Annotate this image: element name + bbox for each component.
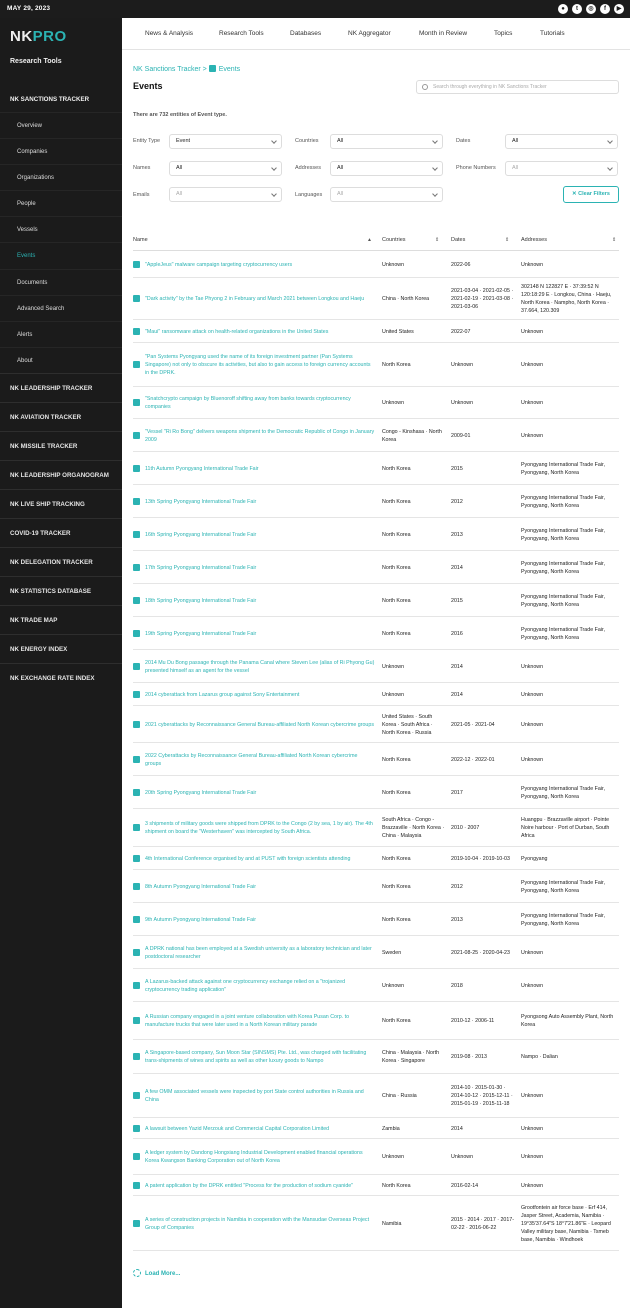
menu-item-news-analysis[interactable]: News & Analysis: [145, 30, 194, 37]
sidebar-item-companies[interactable]: Companies: [0, 138, 122, 164]
event-addresses: Pyongyang International Trade Fair, Pyongyang, North Korea: [521, 527, 605, 542]
event-countries: Sweden: [382, 949, 402, 956]
event-dates: Unknown: [451, 1154, 474, 1160]
table-row[interactable]: [133, 251, 619, 278]
names-value: All: [176, 165, 183, 171]
event-countries: North Korea: [382, 597, 411, 604]
event-name-link[interactable]: 17th Spring Pyongyang International Trade Fair: [145, 564, 257, 571]
page-title: Events: [133, 81, 163, 91]
current-date: MAY 29, 2023: [7, 5, 51, 12]
calendar-icon: [133, 855, 140, 862]
event-countries: North Korea: [382, 1182, 411, 1189]
sidebar-tracker-nk-aviation-tracker[interactable]: NK AVIATION TRACKER: [0, 402, 122, 431]
menu-item-research-tools[interactable]: Research Tools: [219, 30, 264, 37]
table-body: [133, 251, 619, 1251]
event-addresses: Pyongsong Auto Assembly Plant, North Korea: [521, 1014, 614, 1028]
sidebar-item-vessels[interactable]: Vessels: [0, 216, 122, 242]
calendar-icon: [133, 1125, 140, 1132]
addresses-value: All: [337, 165, 344, 171]
event-dates: 2016-02-14: [451, 1182, 479, 1189]
table-row[interactable]: [133, 485, 619, 518]
search-input[interactable]: [416, 80, 619, 94]
table-row[interactable]: [133, 584, 619, 617]
table-row[interactable]: [133, 683, 619, 706]
event-name-link[interactable]: 20th Spring Pyongyang International Trade Fair: [145, 789, 257, 796]
names-select[interactable]: [169, 161, 282, 176]
countries-value: All: [337, 138, 344, 144]
table-row[interactable]: [133, 419, 619, 452]
top-menu: [122, 18, 630, 50]
calendar-icon: [133, 1153, 140, 1160]
event-addresses: Unknown: [521, 691, 544, 698]
table-row[interactable]: [133, 969, 619, 1002]
calendar-icon: [133, 721, 140, 728]
event-countries: North Korea: [382, 564, 411, 571]
calendar-icon: [133, 949, 140, 956]
event-name-link[interactable]: A Russian company engaged in a joint venture collaboration with Korea Pusan Corp. to manufacture trucks that were later used in a North Korean military parade: [145, 1014, 350, 1028]
event-countries: North Korea: [382, 756, 411, 763]
event-name-link[interactable]: 2022 Cyberattacks by Reconnaissance General Bureau-affiliated North Korean cybercrime groups: [145, 752, 358, 767]
event-addresses: Unknown: [521, 721, 544, 728]
event-addresses: Unknown: [521, 949, 544, 956]
event-dates: 2015 · 2014 · 2017 · 2017-02-22 · 2016-06-22: [451, 1216, 515, 1231]
table-row[interactable]: [133, 1139, 619, 1175]
sidebar-tracker-nk-exchange-rate-index[interactable]: NK EXCHANGE RATE INDEX: [0, 663, 122, 692]
calendar-icon: [133, 465, 140, 472]
event-name-link[interactable]: "Maui" ransomware attack on health-related organizations in the United States: [145, 328, 329, 335]
event-dates: 2014: [451, 1125, 463, 1132]
event-countries: China · Malaysia · North Korea · Singapore: [382, 1050, 440, 1064]
menu-item-topics[interactable]: Topics: [494, 30, 513, 37]
event-countries: North Korea: [382, 362, 411, 368]
event-addresses: Pyongyang International Trade Fair, Pyongyang, North Korea: [521, 494, 605, 509]
chevron-down-icon: [607, 165, 613, 171]
addresses-label: Addresses: [295, 165, 321, 171]
event-name-link[interactable]: 18th Spring Pyongyang International Trade Fair: [145, 597, 257, 604]
countries-select[interactable]: [330, 134, 443, 149]
load-more-button[interactable]: [133, 1269, 180, 1277]
event-dates: 2009-01: [451, 432, 471, 439]
event-addresses: Pyongyang International Trade Fair, Pyongyang, North Korea: [521, 461, 605, 476]
event-countries: Unknown: [382, 982, 405, 989]
sort-icon[interactable]: ⇕: [435, 237, 440, 243]
sidebar-section-title: Research Tools: [10, 58, 62, 65]
event-name-link[interactable]: "Pan Systems Pyongyang used the name of its foreign investment partner (Pan Systems Singapore) not only to obscure its activities, but also to gain access to foreign currency accounts in the DPRK.: [145, 354, 371, 376]
table-row[interactable]: [133, 1040, 619, 1074]
event-addresses: Unknown: [521, 1154, 544, 1160]
logo-pro: PRO: [32, 28, 67, 45]
chevron-down-icon: [607, 138, 613, 144]
event-dates: Unknown: [451, 400, 474, 406]
sidebar-item-events[interactable]: Events: [0, 242, 122, 268]
event-countries: North Korea: [382, 498, 411, 505]
sidebar-current-tracker[interactable]: NK SANCTIONS TRACKER: [10, 96, 90, 103]
phone-numbers-select[interactable]: [505, 161, 618, 176]
calendar-icon: [133, 295, 140, 302]
header-addresses[interactable]: Addresses: [521, 237, 547, 243]
languages-value: All: [337, 191, 344, 197]
calendar-icon: [133, 691, 140, 698]
event-name-link[interactable]: A DPRK national has been employed at a Swedish university as a laboratory technician and later postdoctoral researcher: [145, 945, 372, 960]
table-row[interactable]: [133, 452, 619, 485]
event-name-link[interactable]: 13th Spring Pyongyang International Trade Fair: [145, 498, 257, 505]
event-dates: 2018: [451, 982, 463, 989]
event-dates: Unknown: [451, 362, 474, 368]
breadcrumb-parent[interactable]: NK Sanctions Tracker >: [133, 66, 207, 73]
sidebar-tracker-nk-live-ship-tracking[interactable]: NK LIVE SHIP TRACKING: [0, 489, 122, 518]
event-dates: 2016: [451, 630, 463, 637]
event-countries: Zambia: [382, 1125, 400, 1132]
event-addresses: Unknown: [521, 432, 544, 439]
event-countries: Unknown: [382, 1154, 405, 1160]
event-dates: 2014: [451, 564, 463, 571]
event-countries: South Africa · Congo - Brazzaville · North Korea · China · Malaysia: [382, 817, 445, 839]
event-name-link[interactable]: 3 shipments of military goods were shipped from DPRK to the Congo (2 by sea, 1 by air). The 4th shipment on board the "Westerhaven" was intercepted by South Africa.: [145, 821, 373, 835]
event-countries: North Korea: [382, 855, 411, 862]
menu-item-tutorials[interactable]: Tutorials: [540, 30, 565, 37]
entity-count: There are 732 entities of Event type.: [133, 112, 227, 118]
event-name-link[interactable]: 2014 Mu Du Bong passage through the Panama Canal where Steven Lee (alias of Ri Phyong Gu) presented himself as an agent for the vessel: [145, 659, 375, 674]
sidebar-tracker-nk-leadership-organogram[interactable]: NK LEADERSHIP ORGANOGRAM: [0, 460, 122, 489]
event-addresses: Grootfontein air force base · Erf 414, Jasper Street, Academia, Namibia · 19°35'37.64"S 18°7'21.86"E · Leopard Valley military base, Namibia · Tsmeb base, Namibia · Windhoek: [521, 1204, 611, 1243]
event-addresses: Pyongyang International Trade Fair, Pyongyang, North Korea: [521, 912, 605, 927]
phone-numbers-label: Phone Numbers: [456, 165, 496, 171]
event-name-link[interactable]: 19th Spring Pyongyang International Trade Fair: [145, 630, 257, 637]
event-addresses: Unknown: [521, 261, 544, 268]
event-dates: 2015: [451, 597, 463, 604]
calendar-icon: [133, 328, 140, 335]
table-row[interactable]: [133, 1175, 619, 1196]
calendar-icon: [133, 1017, 140, 1024]
logo-nk: NK: [10, 28, 33, 45]
calendar-icon: [133, 361, 140, 368]
phone-numbers-value: All: [512, 165, 519, 171]
event-countries: United States: [382, 328, 414, 335]
event-dates: 2014: [451, 691, 463, 698]
instagram-icon[interactable]: ◎: [586, 4, 596, 14]
sidebar-tracker-nk-statistics-database[interactable]: NK STATISTICS DATABASE: [0, 576, 122, 605]
event-name-link[interactable]: A Singapore-based company, Sun Moon Star (SINSMS) Pte. Ltd., was charged with facilitating trans-shipments of wines and spirits as well as other luxury goods to Nampo: [145, 1050, 367, 1064]
event-name-link[interactable]: "Vessel "Ri Ro Bong" delivers weapons shipment to the Democratic Republic of Congo in January 2009: [145, 428, 375, 443]
social-links: [558, 4, 624, 14]
sidebar-tracker-nk-missile-tracker[interactable]: NK MISSILE TRACKER: [0, 431, 122, 460]
event-countries: Unknown: [382, 400, 405, 406]
table-row[interactable]: [133, 617, 619, 650]
event-name-link[interactable]: A series of construction projects in Namibia in cooperation with the Mansudae Overseas Project Group of Companies: [145, 1216, 370, 1231]
entity-type-value: Event: [176, 138, 191, 144]
calendar-icon: [133, 756, 140, 763]
event-dates: 2013: [451, 531, 463, 538]
event-name-link[interactable]: A ledger system by Dandong Hongxiang Industrial Development enabled financial operations Korea Kwangson Banking Corporation out of North Korea: [145, 1150, 363, 1164]
table-row[interactable]: [133, 847, 619, 870]
event-countries: China · Russia: [382, 1093, 417, 1099]
table-row[interactable]: [133, 936, 619, 969]
entity-type-label: Entity Type: [133, 138, 161, 144]
event-addresses: Unknown: [521, 1125, 544, 1132]
clear-filters-button[interactable]: ✕ Clear Filters: [563, 186, 619, 203]
event-countries: North Korea: [382, 531, 411, 538]
menu-item-month-in-review[interactable]: Month in Review: [419, 30, 468, 37]
calendar-icon: [209, 65, 216, 72]
chevron-down-icon: [432, 165, 438, 171]
events-table: [133, 230, 619, 1251]
dates-value: All: [512, 138, 519, 144]
event-countries: China · North Korea: [382, 296, 430, 302]
event-countries: North Korea: [382, 916, 411, 923]
event-countries: Congo - Kinshasa · North Korea: [382, 428, 442, 443]
sidebar-tracker-nk-delegation-tracker[interactable]: NK DELEGATION TRACKER: [0, 547, 122, 576]
table-row[interactable]: [133, 809, 619, 847]
event-dates: 2017: [451, 789, 463, 796]
event-addresses: Nampo · Dalian: [521, 1054, 558, 1060]
sort-icon[interactable]: ⇕: [505, 237, 510, 243]
load-more-label: Load More...: [145, 1271, 181, 1277]
event-name-link[interactable]: 2014 cyberattack from Lazarus group against Sony Entertainment: [145, 691, 300, 698]
event-countries: North Korea: [382, 789, 411, 796]
emails-label: Emails: [133, 192, 150, 198]
event-countries: Unknown: [382, 261, 405, 268]
names-label: Names: [133, 165, 151, 171]
header-countries[interactable]: Countries: [382, 237, 406, 243]
event-dates: 2010 · 2007: [451, 825, 480, 831]
calendar-icon: [133, 630, 140, 637]
breadcrumb: [133, 65, 240, 73]
emails-select[interactable]: [169, 187, 282, 202]
event-addresses: 302148 N 122827 E · 37:39:52 N 120:18:29 E · Longkou, China · Haeju, North Korea · Nampho, North Korea · 37.664, 120.309: [521, 284, 612, 314]
event-dates: 2022-07: [451, 328, 471, 335]
event-dates: 2021-08-25 · 2020-04-23: [451, 949, 510, 956]
table-row[interactable]: [133, 278, 619, 320]
sidebar: [0, 18, 122, 1308]
event-addresses: Pyongyang International Trade Fair, Pyongyang, North Korea: [521, 626, 605, 641]
calendar-icon: [133, 261, 140, 268]
calendar-icon: [133, 982, 140, 989]
event-addresses: Unknown: [521, 1182, 544, 1189]
event-dates: 2021-05 · 2021-04: [451, 721, 495, 728]
event-dates: 2015: [451, 465, 463, 472]
event-addresses: Pyongyang International Trade Fair, Pyongyang, North Korea: [521, 560, 605, 575]
event-addresses: Unknown: [521, 982, 544, 989]
menu-item-databases[interactable]: Databases: [290, 30, 322, 37]
event-dates: 2013: [451, 916, 463, 923]
sidebar-tracker-covid-19-tracker[interactable]: COVID-19 TRACKER: [0, 518, 122, 547]
event-addresses: Pyongyang International Trade Fair, Pyongyang, North Korea: [521, 879, 605, 894]
table-row[interactable]: [133, 551, 619, 584]
calendar-icon: [133, 1182, 140, 1189]
calendar-icon: [133, 564, 140, 571]
table-row[interactable]: [133, 743, 619, 776]
sidebar-tracker-nk-trade-map[interactable]: NK TRADE MAP: [0, 605, 122, 634]
event-name-link[interactable]: 2021 cyberattacks by Reconnaissance General Bureau-affiliated North Korean cybercrime groups: [145, 721, 374, 728]
event-dates: 2019-08 · 2013: [451, 1054, 487, 1060]
chevron-down-icon: [271, 165, 277, 171]
event-addresses: Unknown: [521, 400, 544, 406]
sidebar-item-alerts[interactable]: Alerts: [0, 321, 122, 347]
calendar-icon: [133, 1092, 140, 1099]
loading-icon: [133, 1269, 141, 1277]
event-countries: North Korea: [382, 630, 411, 637]
event-dates: 2012: [451, 883, 463, 890]
youtube-icon[interactable]: ▶: [614, 4, 624, 14]
search-placeholder: Search through everything in NK Sanctions Tracker: [433, 84, 547, 90]
calendar-icon: [133, 597, 140, 604]
table-row[interactable]: [133, 706, 619, 743]
calendar-icon: [133, 883, 140, 890]
sidebar-item-documents[interactable]: Documents: [0, 269, 122, 295]
event-dates: 2014: [451, 663, 463, 670]
table-row[interactable]: [133, 776, 619, 809]
table-row[interactable]: [133, 1118, 619, 1139]
event-name-link[interactable]: 11th Autumn Pyongyang International Trade Fair: [145, 465, 259, 472]
twitter-icon[interactable]: t: [572, 4, 582, 14]
event-countries: Namibia: [382, 1220, 402, 1227]
sidebar-tracker-nk-energy-index[interactable]: NK ENERGY INDEX: [0, 634, 122, 663]
sidebar-item-about[interactable]: About: [0, 347, 122, 373]
event-addresses: Pyongyang: [521, 855, 548, 862]
dates-label: Dates: [456, 138, 471, 144]
sort-asc-icon[interactable]: ▲: [367, 237, 372, 243]
chevron-down-icon: [271, 138, 277, 144]
event-name-link[interactable]: A few OMM associated vessels were inspected by port State control authorities in Russia and China: [145, 1089, 364, 1103]
chevron-down-icon: [432, 191, 438, 197]
calendar-icon: [133, 531, 140, 538]
event-addresses: Unknown: [521, 362, 544, 368]
event-countries: North Korea: [382, 1018, 411, 1024]
languages-select[interactable]: [330, 187, 443, 202]
calendar-icon: [133, 916, 140, 923]
event-addresses: Pyongyang International Trade Fair, Pyongyang, North Korea: [521, 785, 605, 800]
calendar-icon: [133, 663, 140, 670]
event-dates: 2022-12 · 2022-01: [451, 756, 495, 763]
table-row[interactable]: [133, 870, 619, 903]
calendar-icon: [133, 789, 140, 796]
chevron-down-icon: [271, 191, 277, 197]
table-row[interactable]: [133, 387, 619, 419]
event-name-link[interactable]: 9th Autumn Pyongyang International Trade Fair: [145, 916, 257, 923]
search-icon: [422, 84, 428, 90]
sidebar-nav: [0, 88, 122, 692]
event-name-link[interactable]: A Lazarus-backed attack against one cryptocurrency exchange relied on a "trojanized cryptocurrency trading application": [145, 978, 346, 993]
calendar-icon: [133, 432, 140, 439]
flickr-icon[interactable]: ●: [558, 4, 568, 14]
event-addresses: Unknown: [521, 328, 544, 335]
event-name-link[interactable]: 16th Spring Pyongyang International Trade Fair: [145, 531, 257, 538]
dates-select[interactable]: [505, 134, 618, 149]
event-name-link[interactable]: A lawsuit between Yazid Merzouk and Commercial Capital Corporation Limited: [145, 1125, 330, 1132]
event-countries: Unknown: [382, 663, 405, 670]
sidebar-item-overview[interactable]: Overview: [0, 112, 122, 138]
main-content: [122, 18, 630, 1308]
event-dates: 2012: [451, 498, 463, 505]
calendar-icon: [133, 1220, 140, 1227]
event-dates: 2021-03-04 · 2021-02-05 · 2021-02-19 · 2021-03-08 · 2021-03-06: [451, 288, 514, 310]
event-addresses: Huangpu · Brazzaville airport · Pointe Noire harbour · Port of Durban, South Africa: [521, 817, 610, 839]
table-row[interactable]: [133, 1002, 619, 1040]
header-dates[interactable]: Dates: [451, 237, 466, 243]
event-name-link[interactable]: 4th International Conference organised by and at PUST with foreign scientists attending: [145, 855, 351, 862]
sidebar-item-people[interactable]: People: [0, 190, 122, 216]
table-row[interactable]: [133, 518, 619, 551]
table-row[interactable]: [133, 1196, 619, 1251]
calendar-icon: [133, 824, 140, 831]
event-countries: North Korea: [382, 883, 411, 890]
event-name-link[interactable]: 8th Autumn Pyongyang International Trade Fair: [145, 883, 257, 890]
emails-value: All: [176, 191, 183, 197]
event-countries: North Korea: [382, 465, 411, 472]
event-dates: 2019-10-04 · 2019-10-03: [451, 855, 510, 862]
calendar-icon: [133, 1053, 140, 1060]
table-row[interactable]: [133, 650, 619, 683]
header-name[interactable]: Name: [133, 237, 148, 243]
top-bar: [0, 0, 630, 18]
calendar-icon: [133, 399, 140, 406]
event-dates: 2014-10 · 2015-01-30 · 2014-10-12 · 2015-12-11 · 2015-01-19 · 2015-11-18: [451, 1085, 513, 1107]
event-name-link[interactable]: A patent application by the DPRK entitled "Process for the production of sodium cyanide": [145, 1182, 354, 1189]
sidebar-item-organizations[interactable]: Organizations: [0, 164, 122, 190]
event-dates: 2022-06: [451, 261, 471, 268]
menu-item-nk-aggregator[interactable]: NK Aggregator: [348, 30, 391, 37]
table-header: [133, 230, 619, 251]
entity-type-select[interactable]: [169, 134, 282, 149]
calendar-icon: [133, 498, 140, 505]
table-row[interactable]: [133, 1074, 619, 1118]
event-addresses: Unknown: [521, 663, 544, 670]
sort-icon[interactable]: ⇕: [612, 237, 617, 243]
chevron-down-icon: [432, 138, 438, 144]
sidebar-item-advanced-search[interactable]: Advanced Search: [0, 295, 122, 321]
facebook-icon[interactable]: f: [600, 4, 610, 14]
event-name-link[interactable]: "Snatchcrypto campaign by Bluenoroff shifting away from banks towards cryptocurrency companies: [145, 396, 351, 410]
event-addresses: Unknown: [521, 1093, 544, 1099]
event-dates: 2010-12 · 2006-11: [451, 1018, 495, 1024]
event-name-link[interactable]: "AppleJeus" malware campaign targeting cryptocurrency users: [145, 261, 293, 268]
table-row[interactable]: [133, 320, 619, 343]
countries-label: Countries: [295, 138, 319, 144]
breadcrumb-current[interactable]: Events: [218, 66, 241, 73]
event-countries: Unknown: [382, 691, 405, 698]
table-row[interactable]: [133, 903, 619, 936]
event-addresses: Pyongyang International Trade Fair, Pyongyang, North Korea: [521, 593, 605, 608]
logo[interactable]: [10, 28, 67, 45]
languages-label: Languages: [295, 192, 323, 198]
event-name-link[interactable]: "Dark activity" by the Tae Phyong 2 in February and March 2021 between Longkou and Haeju: [145, 296, 365, 302]
event-addresses: Unknown: [521, 756, 544, 763]
sidebar-tracker-nk-leadership-tracker[interactable]: NK LEADERSHIP TRACKER: [0, 373, 122, 402]
event-countries: United States · South Korea · South Africa · North Korea · Russia: [382, 713, 433, 736]
addresses-select[interactable]: [330, 161, 443, 176]
table-row[interactable]: [133, 343, 619, 387]
